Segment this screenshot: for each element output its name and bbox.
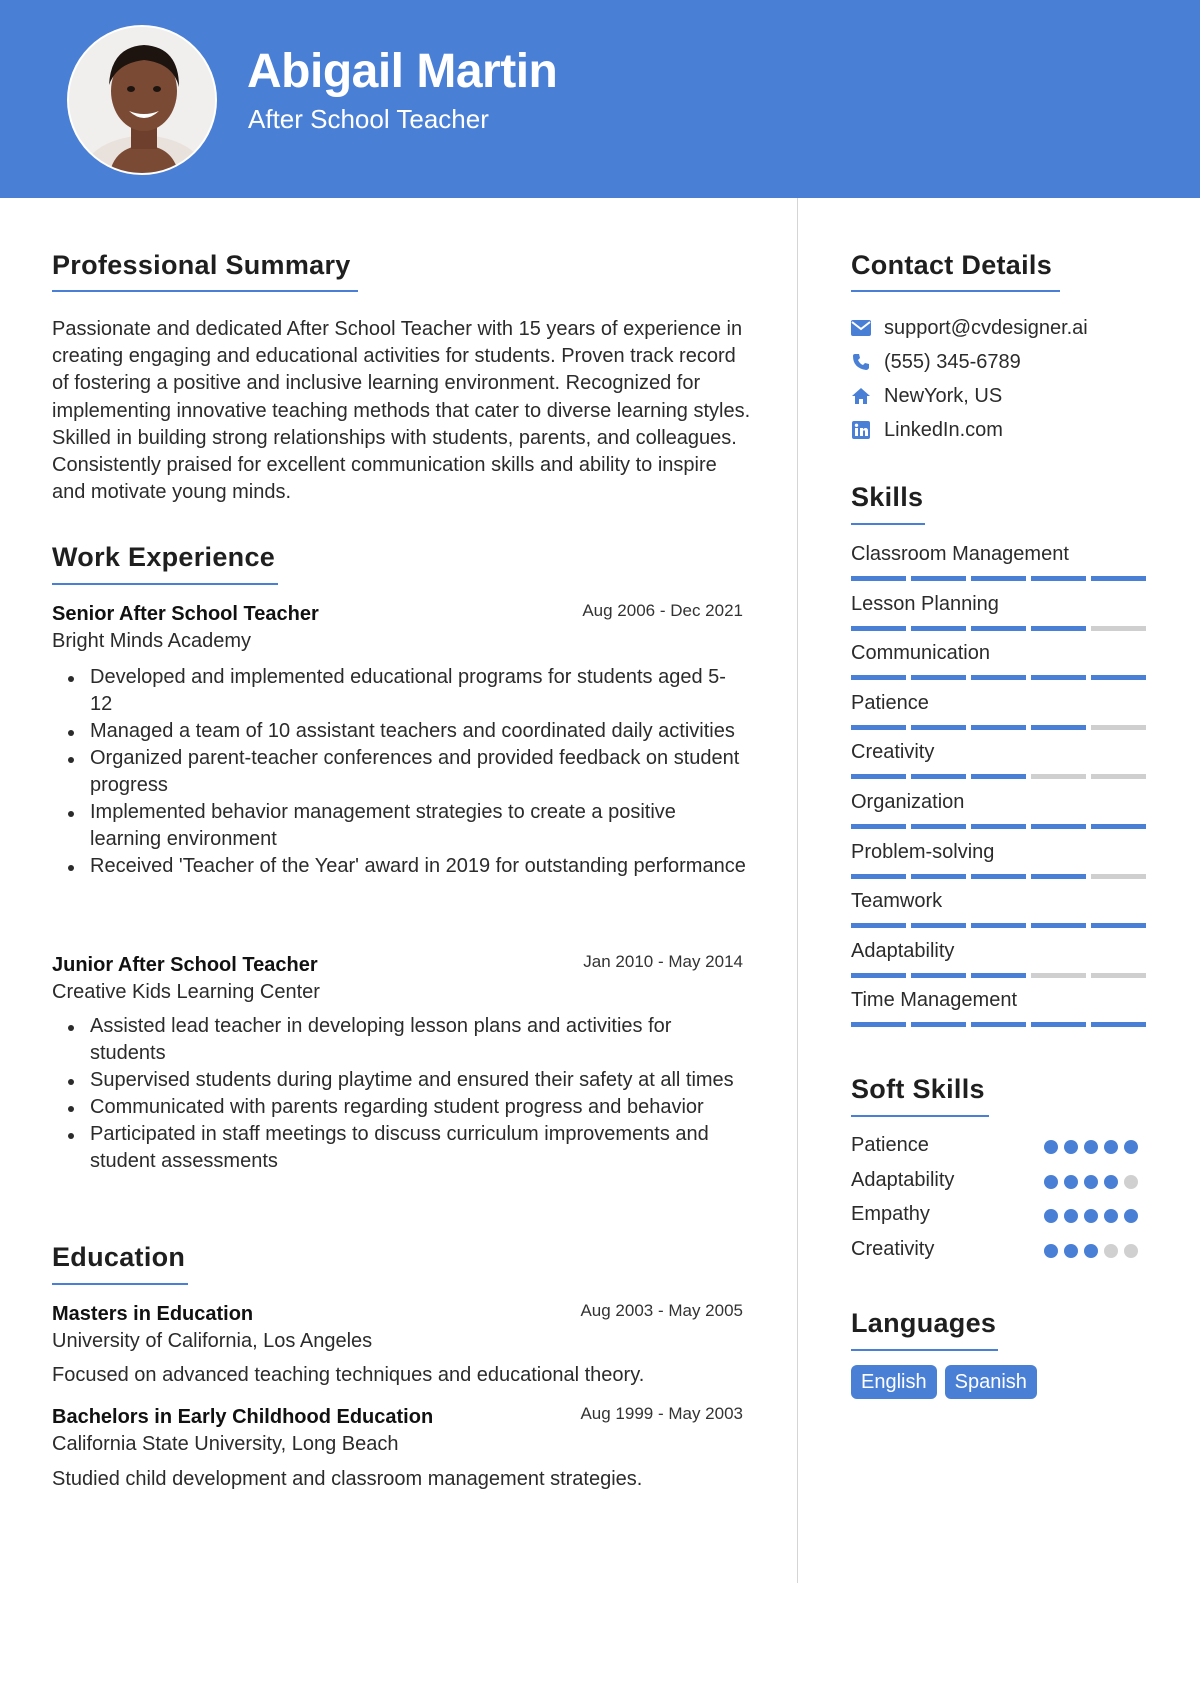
- languages-list: [851, 1365, 1037, 1399]
- skill-level-bar: [851, 874, 1146, 879]
- envelope-icon: [850, 317, 872, 339]
- job-bullets: [68, 664, 748, 880]
- education-heading: Education: [52, 1242, 186, 1272]
- skill-level-bar: [851, 923, 1146, 928]
- skill-level-bar: [851, 973, 1146, 978]
- rating-dot: [1084, 1244, 1098, 1258]
- candidate-name: Abigail Martin: [247, 45, 558, 98]
- skill-level-segment: [1031, 923, 1086, 928]
- skill-name: Teamwork: [851, 890, 943, 913]
- list-item: Assisted lead teacher in developing lesson plans and activities for students: [68, 1013, 748, 1067]
- skill-level-segment: [911, 576, 966, 581]
- soft-skill-rating: [1044, 1244, 1138, 1258]
- skill-level-segment: [911, 824, 966, 829]
- skill-level-segment: [971, 973, 1026, 978]
- degree-title: Bachelors in Early Childhood Education: [52, 1406, 434, 1428]
- skill-level-bar: [851, 1022, 1146, 1027]
- list-item: Organized parent-teacher conferences and provided feedback on student progress: [68, 745, 748, 799]
- rating-dot: [1104, 1244, 1118, 1258]
- skill-level-segment: [851, 973, 906, 978]
- school-name: University of California, Los Angeles: [52, 1330, 373, 1352]
- job-title: Senior After School Teacher: [52, 603, 319, 625]
- skill-level-segment: [911, 923, 966, 928]
- rating-dot: [1104, 1209, 1118, 1223]
- soft-skill-rating: [1044, 1140, 1138, 1154]
- summary-heading: Professional Summary: [52, 250, 351, 280]
- languages-heading: Languages: [851, 1308, 997, 1338]
- header-banner: [0, 0, 1200, 198]
- linkedin-icon: [850, 419, 872, 441]
- home-icon: [850, 385, 872, 407]
- rating-dot: [1124, 1209, 1138, 1223]
- experience-heading-underline: [52, 583, 278, 585]
- soft-skill-rating: [1044, 1175, 1138, 1189]
- skill-level-segment: [851, 576, 906, 581]
- avatar-photo: [69, 27, 217, 175]
- summary-text: Passionate and dedicated After School Teacher with 15 years of experience in creating engaging and educational activities for students. Proven track record of fostering a positive and inclusive learning environment. Recognized for implementing innovative teaching methods that cater to diverse learning styles. Skilled in building strong relationships with students, parents, and colleagues. Consistently praised for excellent communication skills and ability to inspire and motivate young minds.: [52, 318, 751, 504]
- soft-skill-rating: [1044, 1209, 1138, 1223]
- skill-name: Lesson Planning: [851, 592, 999, 615]
- skill-level-segment: [1031, 626, 1086, 631]
- rating-dot: [1064, 1209, 1078, 1223]
- skill-level-segment: [971, 725, 1026, 730]
- job-title: Junior After School Teacher: [52, 954, 318, 976]
- rating-dot: [1044, 1175, 1058, 1189]
- skill-level-segment: [971, 675, 1026, 680]
- rating-dot: [1064, 1140, 1078, 1154]
- skill-name: Patience: [851, 691, 929, 714]
- skill-level-segment: [1091, 774, 1146, 779]
- rating-dot: [1084, 1209, 1098, 1223]
- skill-level-segment: [1091, 923, 1146, 928]
- contact-heading-underline: [851, 290, 1060, 292]
- soft-skill-name: Creativity: [851, 1238, 935, 1261]
- skill-name: Problem-solving: [851, 840, 995, 863]
- skills-heading: Skills: [851, 482, 924, 512]
- list-item: Developed and implemented educational programs for students aged 5-12: [68, 664, 748, 718]
- skill-level-segment: [1031, 725, 1086, 730]
- skill-level-segment: [911, 675, 966, 680]
- skill-level-segment: [971, 774, 1026, 779]
- skill-level-segment: [1091, 973, 1146, 978]
- skill-level-segment: [1031, 576, 1086, 581]
- skill-level-segment: [971, 1022, 1026, 1027]
- soft-skills-heading: Soft Skills: [851, 1074, 985, 1104]
- skill-level-segment: [1091, 1022, 1146, 1027]
- column-divider: [797, 198, 798, 1583]
- skill-level-segment: [851, 824, 906, 829]
- rating-dot: [1084, 1140, 1098, 1154]
- contact-linkedin[interactable]: [850, 416, 1003, 444]
- skill-level-segment: [911, 725, 966, 730]
- skill-level-segment: [851, 774, 906, 779]
- skill-level-segment: [1031, 874, 1086, 879]
- contact-phone[interactable]: [850, 348, 1021, 376]
- skill-level-segment: [1091, 874, 1146, 879]
- rating-dot: [1124, 1140, 1138, 1154]
- skill-level-segment: [1031, 774, 1086, 779]
- skill-level-segment: [851, 675, 906, 680]
- list-item: Managed a team of 10 assistant teachers and coordinated daily activities: [68, 718, 748, 745]
- skill-level-bar: [851, 576, 1146, 581]
- soft-skill-name: Empathy: [851, 1203, 930, 1226]
- skill-name: Organization: [851, 791, 965, 813]
- skill-level-bar: [851, 774, 1146, 779]
- skill-level-segment: [911, 874, 966, 879]
- skill-level-segment: [851, 1022, 906, 1027]
- skill-level-segment: [911, 1022, 966, 1027]
- skill-level-segment: [1091, 626, 1146, 631]
- skill-level-segment: [1091, 725, 1146, 730]
- skill-level-segment: [1031, 973, 1086, 978]
- rating-dot: [1104, 1175, 1118, 1189]
- experience-heading: Work Experience: [52, 542, 276, 572]
- rating-dot: [1124, 1244, 1138, 1258]
- skill-level-segment: [911, 973, 966, 978]
- degree-description: Studied child development and classroom management strategies.: [52, 1468, 643, 1490]
- contact-heading: Contact Details: [851, 250, 1053, 280]
- list-item: Implemented behavior management strategies to create a positive learning environment: [68, 799, 748, 853]
- skill-name: Communication: [851, 642, 990, 665]
- soft-skill-name: Adaptability: [851, 1168, 955, 1191]
- skill-level-segment: [971, 874, 1026, 879]
- job-bullets: [68, 1013, 748, 1175]
- skill-level-segment: [971, 923, 1026, 928]
- degree-dates: Aug 1999 - May 2003: [580, 1404, 743, 1423]
- rating-dot: [1044, 1140, 1058, 1154]
- avatar: [67, 25, 217, 175]
- skill-level-segment: [971, 576, 1026, 581]
- skill-name: Creativity: [851, 741, 935, 764]
- degree-dates: Aug 2003 - May 2005: [580, 1301, 743, 1320]
- rating-dot: [1044, 1244, 1058, 1258]
- skill-level-segment: [851, 874, 906, 879]
- rating-dot: [1104, 1140, 1118, 1154]
- skill-level-segment: [851, 626, 906, 631]
- soft-skill-name: Patience: [851, 1134, 929, 1156]
- language-tag: Spanish: [945, 1365, 1037, 1399]
- rating-dot: [1064, 1175, 1078, 1189]
- skill-name: Adaptability: [851, 939, 955, 962]
- list-item: Communicated with parents regarding student progress and behavior: [68, 1094, 748, 1121]
- skill-level-segment: [851, 923, 906, 928]
- contact-location: [850, 382, 1002, 410]
- education-heading-underline: [52, 1283, 188, 1285]
- skill-level-segment: [911, 626, 966, 631]
- job-organization: Bright Minds Academy: [52, 630, 251, 652]
- soft-skills-heading-underline: [851, 1115, 989, 1117]
- rating-dot: [1084, 1175, 1098, 1189]
- skill-level-segment: [1031, 824, 1086, 829]
- list-item: Supervised students during playtime and ensured their safety at all times: [68, 1067, 748, 1094]
- candidate-role: After School Teacher: [248, 104, 489, 134]
- skill-level-segment: [971, 824, 1026, 829]
- skill-name: Time Management: [851, 989, 1017, 1012]
- skill-level-segment: [911, 774, 966, 779]
- skill-level-bar: [851, 824, 1146, 829]
- skill-level-segment: [1091, 824, 1146, 829]
- email-text: support@cvdesigner.ai: [884, 316, 1088, 339]
- skill-level-segment: [851, 725, 906, 730]
- skill-level-segment: [1031, 675, 1086, 680]
- job-dates: Jan 2010 - May 2014: [583, 952, 743, 971]
- phone-text: (555) 345-6789: [884, 350, 1021, 373]
- skill-level-segment: [1031, 1022, 1086, 1027]
- job-organization: Creative Kids Learning Center: [52, 981, 320, 1003]
- skill-level-bar: [851, 675, 1146, 680]
- skill-level-segment: [971, 626, 1026, 631]
- rating-dot: [1124, 1175, 1138, 1189]
- rating-dot: [1044, 1209, 1058, 1223]
- languages-heading-underline: [851, 1349, 998, 1351]
- job-dates: Aug 2006 - Dec 2021: [582, 601, 743, 620]
- degree-title: Masters in Education: [52, 1303, 254, 1325]
- location-text: NewYork, US: [884, 384, 1003, 407]
- language-tag: English: [851, 1365, 937, 1399]
- linkedin-text: LinkedIn.com: [884, 418, 1003, 441]
- contact-email[interactable]: [850, 314, 1088, 342]
- list-item: Received 'Teacher of the Year' award in 2019 for outstanding performance: [68, 853, 748, 880]
- skill-level-bar: [851, 626, 1146, 631]
- summary-heading-underline: [52, 290, 358, 292]
- skills-heading-underline: [851, 523, 925, 525]
- skill-level-segment: [1091, 576, 1146, 581]
- list-item: Participated in staff meetings to discuss curriculum improvements and student assessments: [68, 1121, 748, 1175]
- skill-level-bar: [851, 725, 1146, 730]
- degree-description: Focused on advanced teaching techniques and educational theory.: [52, 1364, 645, 1386]
- school-name: California State University, Long Beach: [52, 1433, 399, 1455]
- phone-icon: [850, 351, 872, 373]
- skill-name: Classroom Management: [851, 543, 1069, 565]
- rating-dot: [1064, 1244, 1078, 1258]
- skill-level-segment: [1091, 675, 1146, 680]
